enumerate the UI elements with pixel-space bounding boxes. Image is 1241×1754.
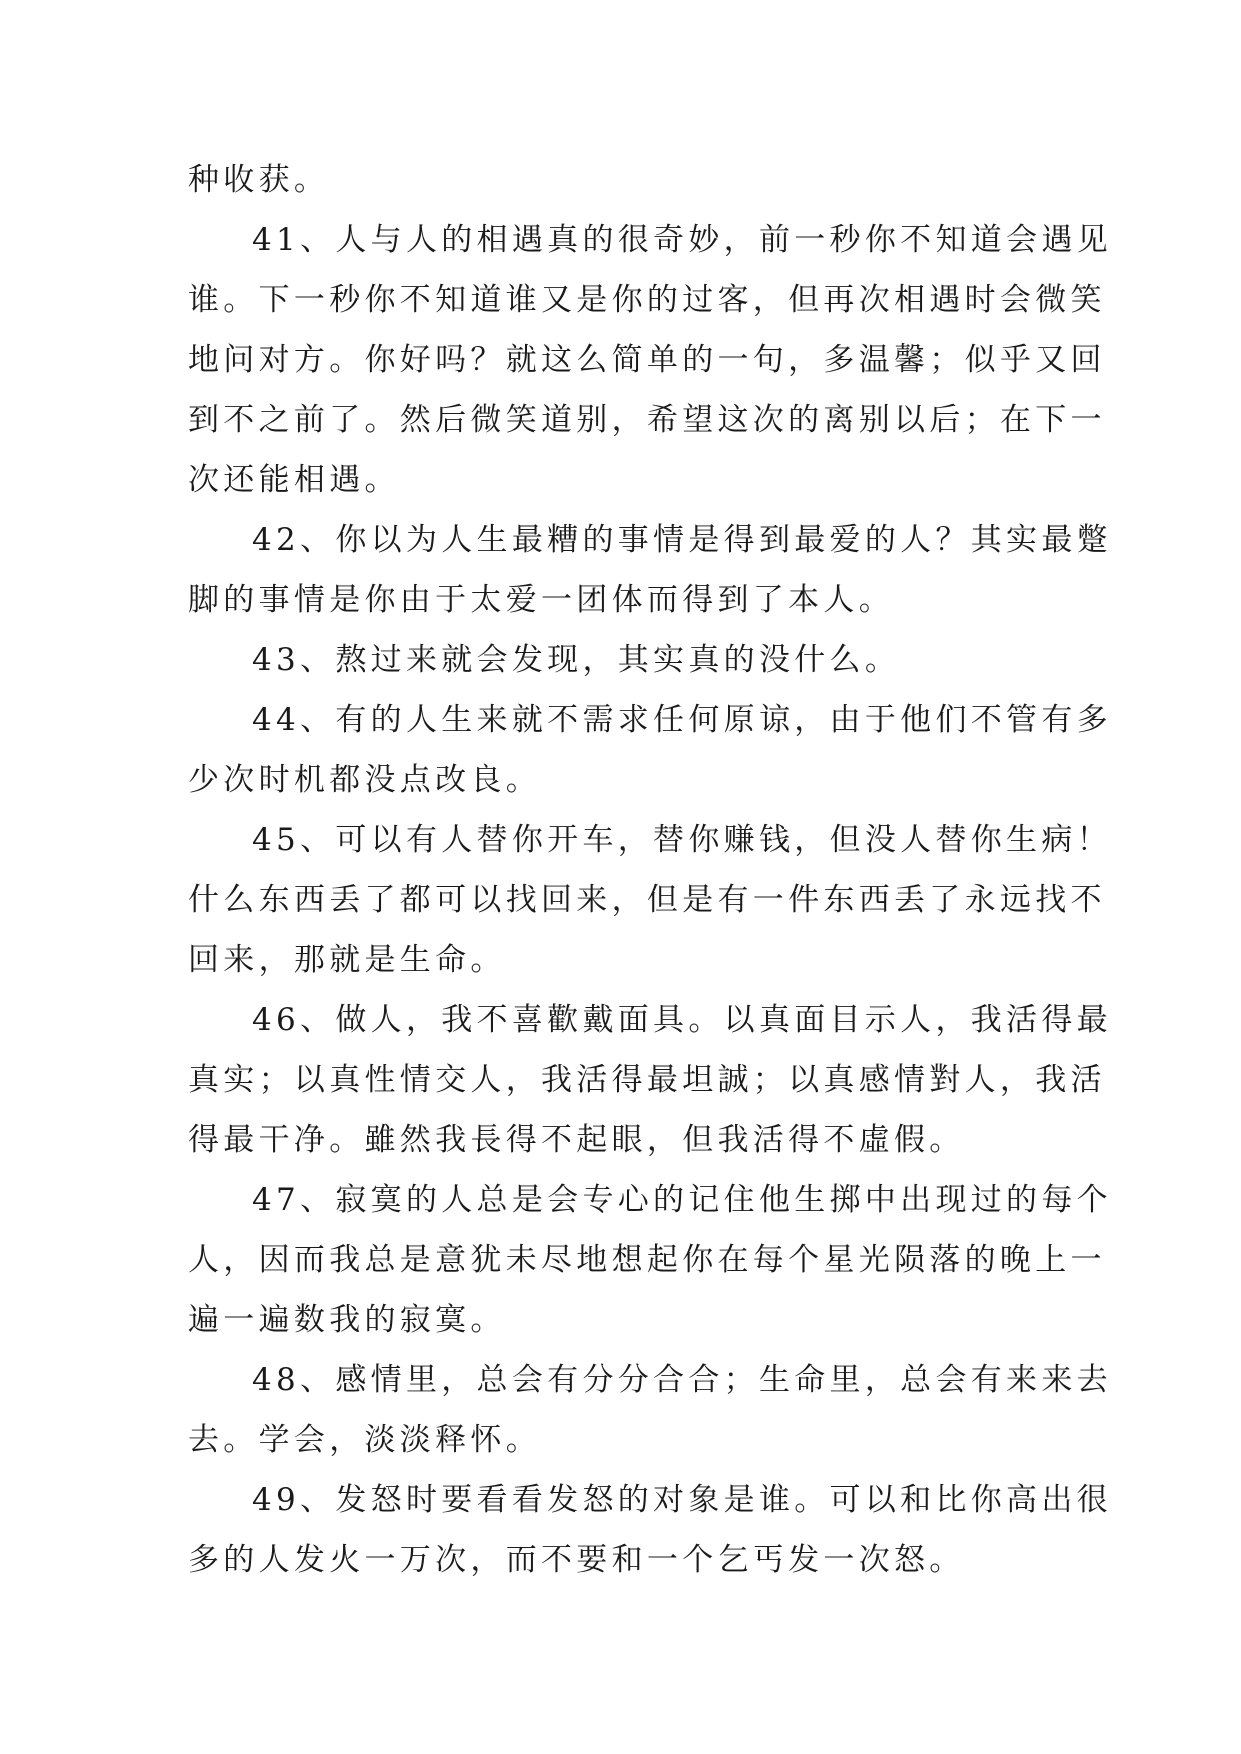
text-line: 什么东西丢了都可以找回来，但是有一件东西丢了永远找不 xyxy=(188,882,1106,918)
text-line: 次还能相遇。 xyxy=(188,462,400,498)
paragraph-44-start: 44、有的人生来就不需求任何原谅，由于他们不管有多 xyxy=(252,702,1112,738)
text-line: 遍一遍数我的寂寞。 xyxy=(188,1302,506,1338)
paragraph-46-start: 46、做人，我不喜歡戴面具。以真面目示人，我活得最 xyxy=(252,1002,1112,1038)
text-line: 种收获。 xyxy=(188,162,330,198)
paragraph-47-start: 47、寂寞的人总是会专心的记住他生掷中出现过的每个 xyxy=(252,1182,1112,1218)
paragraph-48-start: 48、感情里，总会有分分合合；生命里，总会有来来去 xyxy=(252,1362,1112,1398)
paragraph-42-start: 42、你以为人生最糟的事情是得到最爱的人？其实最蹩 xyxy=(252,522,1112,558)
paragraph-41-start: 41、人与人的相遇真的很奇妙，前一秒你不知道会遇见 xyxy=(252,222,1112,258)
text-line: 真实；以真性情交人，我活得最坦誠；以真感情對人，我活 xyxy=(188,1062,1106,1098)
text-line: 去。学会，淡淡释怀。 xyxy=(188,1422,541,1458)
paragraph-43-start: 43、熬过来就会发现，其实真的没什么。 xyxy=(252,642,901,678)
text-line: 谁。下一秒你不知道谁又是你的过客，但再次相遇时会微笑 xyxy=(188,282,1106,318)
text-line: 回来，那就是生命。 xyxy=(188,942,506,978)
text-line: 多的人发火一万次，而不要和一个乞丐发一次怒。 xyxy=(188,1542,965,1578)
text-line: 到不之前了。然后微笑道别，希望这次的离别以后；在下一 xyxy=(188,402,1106,438)
text-line: 人，因而我总是意犹未尽地想起你在每个星光陨落的晚上一 xyxy=(188,1242,1106,1278)
text-line: 少次时机都没点改良。 xyxy=(188,762,541,798)
paragraph-49-start: 49、发怒时要看看发怒的对象是谁。可以和比你高出很 xyxy=(252,1482,1112,1518)
text-line: 得最干净。雖然我長得不起眼，但我活得不虛假。 xyxy=(188,1122,965,1158)
text-line: 脚的事情是你由于太爱一团体而得到了本人。 xyxy=(188,582,894,618)
text-line: 地问对方。你好吗？就这么简单的一句，多温馨；似乎又回 xyxy=(188,342,1106,378)
document-page xyxy=(188,150,1112,1590)
paragraph-45-start: 45、可以有人替你开车，替你赚钱，但没人替你生病！ xyxy=(252,822,1112,858)
